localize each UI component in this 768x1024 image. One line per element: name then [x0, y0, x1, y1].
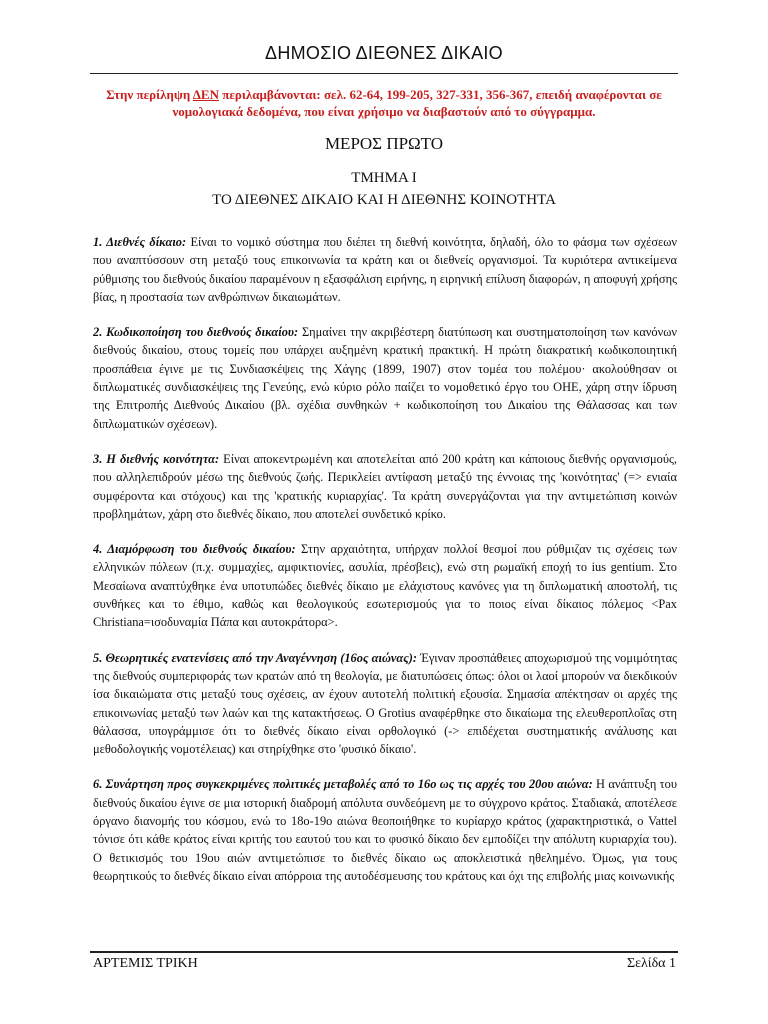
paragraph-heading: 6. Συνάρτηση προς συγκεκριμένες πολιτικές μεταβολές από το 16ο ως τις αρχές του 20ου αιώνα: — [93, 777, 593, 792]
paragraph-text: Σημαίνει την ακριβέστερη διατύπωση και συστηματοποίηση των κανόνων διεθνούς δικαίου, στους τομείς που υπάρχει αυξημένη κρατική πρακτική. Η πρώτη διακρατική κωδικοποιητική προσπάθεια έγινε με τις Συνδιασκέψεις της Χάγης (1899, 1907) στον τομέα του πολέμου· ακολούθησαν οι διπλωματικές συνδιασκέψεις της Γενεύης, ενώ κύριο ρόλο παίζει το νομοθετικό έργο του ΟΗΕ, χάρη στην ίδρυση της Επιτροπής Διεθνούς Δικαίου (βλ. σχέδια συνθηκών + κωδικοποίηση του Δικαίου της Θάλασσας και των διπλωματικών σχέσεων). — [93, 325, 677, 431]
footer-divider — [90, 951, 678, 953]
notice-text-after: περιλαμβάνονται: σελ. 62-64, 199-205, 327-331, 356-367, επειδή αναφέρονται σε νομολογιακά δεδομένα, που είναι χρήσιμο να διαβαστούν από το σύγγραμμα. — [172, 87, 662, 119]
paragraph-1 — [93, 233, 677, 306]
paragraph-heading: 1. Διεθνές δίκαιο: — [93, 235, 187, 249]
paragraph-6 — [93, 775, 677, 885]
notice-text-before: Στην περίληψη — [106, 87, 193, 102]
footer-author: ΑΡΤΕΜΙΣ ΤΡΙΚΗ — [93, 956, 198, 971]
paragraph-text: Στην αρχαιότητα, υπήρχαν πολλοί θεσμοί που ρύθμιζαν τις σχέσεις των ελληνικών πόλεων (π.χ. συμμαχίες, αμφικτιονίες, ασυλία, πρέσβεις), ενώ στη ρωμαϊκή εποχή το ius gentium. Στο Μεσαίωνα αναπτύχθηκε ένα υποτυπώδες διεθνές δίκαιο με ελάχιστους κανόνες για τη διπλωματική αποστολή, τις συνθήκες και το έθιμο, καθώς και θεολογικούς εσωτερισμούς για το ποιος είναι δίκαιος πόλεμος <Pax Christiana=ισοδυναμία Πάπα και αυτοκράτορα>. — [93, 542, 677, 630]
notice-underlined-word: ΔΕΝ — [192, 87, 219, 102]
paragraph-heading: 4. Διαμόρφωση του διεθνούς δικαίου: — [93, 542, 296, 557]
header-divider — [90, 73, 678, 74]
part-title: ΜΕΡΟΣ ΠΡΩΤΟ — [324, 134, 444, 153]
paragraph-4 — [93, 540, 677, 631]
paragraph-2 — [93, 323, 677, 433]
paragraph-text: Είναι αποκεντρωμένη και αποτελείται από 200 κράτη και κάποιους διεθνής οργανισμούς, που αλληλεπιδρούν μέσω της διεθνούς ζωής. Περικλείει αντίφαση μεταξύ της έννοιας της 'κοινότητας' (=> ενιαία συμφέροντα και στόχους) και της 'κρατικής κυριαρχίας'. Τα κράτη συνεργάζονται για την αντιμετώπιση κοινών προβλημάτων, χάρη στο διεθνές δίκαιο, που αποτελεί συνδετικό κρίκο. — [93, 451, 677, 521]
section-number: ΤΜΗΜΑ Ι — [351, 170, 417, 186]
page-header-title: ΔΗΜΟΣΙΟ ΔΙΕΘΝΕΣ ΔΙΚΑΙΟ — [265, 43, 503, 63]
footer-page-number: Σελίδα 1 — [626, 956, 676, 971]
paragraph-text: Η ανάπτυξη του διεθνούς δικαίου έγινε σε μια ιστορική διαδρομή απόλυτα συνδεόμενη με το σύγχρονο κράτος. Σταδιακά, αποτέλεσε όργανο διανομής του κόσμου, ενώ το 18ο-19ο αιώνα θεοποιήθηκε το κυρίαρχο κράτος (χαρακτηριστικά, ο Vattel τόνισε ότι κάθε κράτος είναι κριτής του εαυτού του και το φυσικό δίκαιο δεν εμποδίζει την απόλυτη κυριαρχία του). Ο θετικισμός του 19ου αιών αντιμετώπισε το διεθνές δίκαιο ως αποκλειστικά ηθελημένο. Όμως, για τους θεωρητικούς το διεθνές δίκαιο είναι απόρροια της αυτοδέσμευσης του κράτους και όχι της επιβολής μιας κοινωνικής — [93, 777, 677, 883]
paragraph-text: Έγιναν προσπάθειες αποχωρισμού της νομιμότητας της διεθνούς συμπεριφοράς των κρατών από τη θεολογία, με διατυπώσεις όπως: όλοι οι λαοί μπορούν να διεκδικούν ίσα δικαιώματα στις μεταξύ τους σχέσεις, αν έχουν αυτοτελή πολιτική εξουσία. Σημασία απέκτησαν οι αρχές της επικοινωνίας μεταξύ των λαών και της κατακτήσεως. Ο Grotius αναφέρθηκε στο δικαίωμα της ελευθεροπλοΐας στη θάλασσα, υπογράμμισε ότι το διεθνές δίκαιο είναι ορθολογικό (-> επιδέχεται συστηματικής ανάλυσης και μεθοδολογικής νομοτέλειας) και στηρίχθηκε στο 'φυσικό δίκαιο'. — [93, 650, 677, 757]
section-title: ΤΟ ΔΙΕΘΝΕΣ ΔΙΚΑΙΟ ΚΑΙ Η ΔΙΕΘΝΗΣ ΚΟΙΝΟΤΗΤΑ — [212, 192, 556, 208]
paragraph-heading: 5. Θεωρητικές ενατενίσεις από την Αναγέννηση (16ος αιώνας): — [93, 650, 418, 665]
exclusion-notice — [95, 86, 673, 120]
paragraph-3 — [93, 450, 677, 523]
paragraph-text: Είναι το νομικό σύστημα που διέπει τη διεθνή κοινότητα, δηλαδή, όλο το φάσμα των σχέσεων που αναπτύσσουν στη μεταξύ τους επικοινωνία τα κράτη και οι διεθνείς οργανισμοί. Τα κυριότερα αντικείμενα ρύθμισης του διεθνούς δικαίου παραμένουν η εξασφάλιση ειρήνης, η ειρηνική επίλυση διαφορών, η αποφυγή χρήσης βίας, η προστασία των ανθρώπινων δικαιωμάτων. — [93, 235, 677, 304]
paragraph-heading: 3. Η διεθνής κοινότητα: — [93, 451, 220, 466]
paragraph-5 — [93, 649, 677, 759]
document-body — [93, 233, 677, 902]
paragraph-heading: 2. Κωδικοποίηση του διεθνούς δικαίου: — [93, 325, 299, 340]
